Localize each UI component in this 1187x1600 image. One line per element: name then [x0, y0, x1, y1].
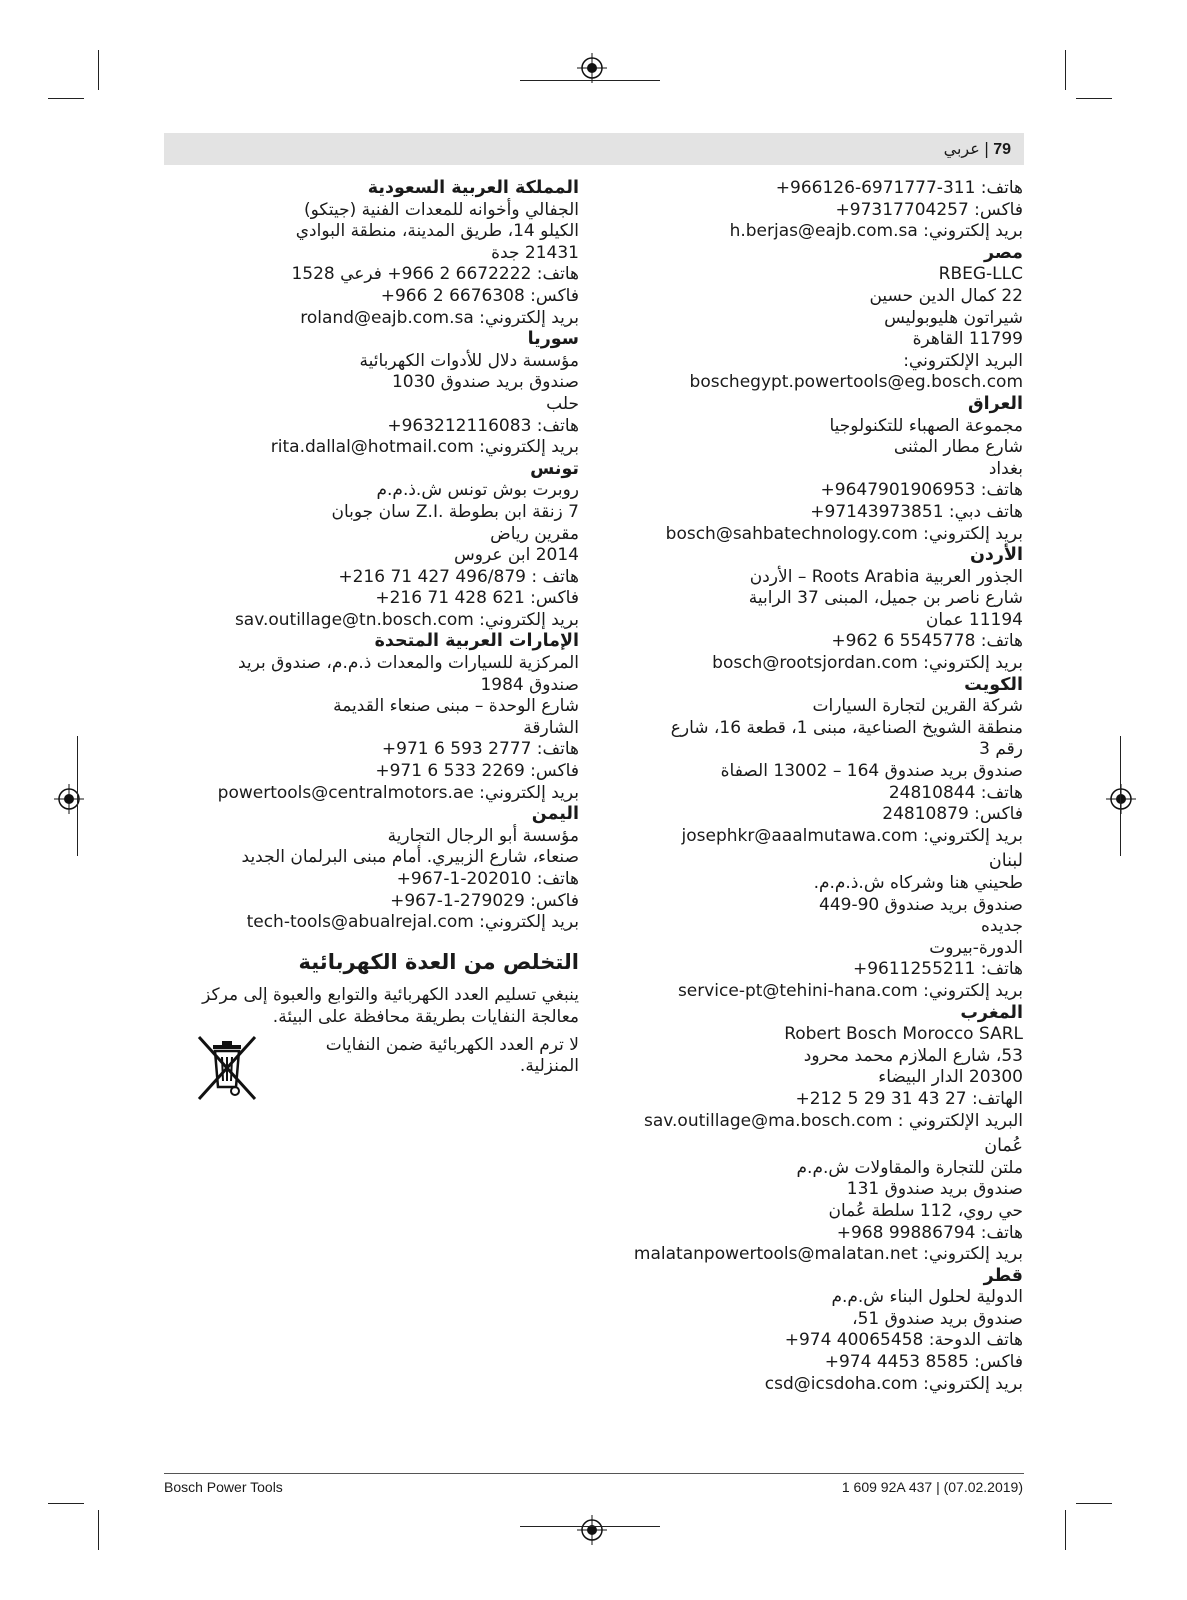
contact-block [159, 329, 579, 459]
crop-mark [1120, 736, 1121, 856]
contact-line: بريد إلكتروني: bosch@sahbatechnology.com [665, 523, 1023, 544]
contact-line: حلب [546, 393, 579, 414]
contact-line: الهاتف: 27 43 31 29 5 212+ [795, 1088, 1023, 1109]
registration-mark-left [54, 784, 84, 814]
contact-line: روبرت بوش تونس ش.ذ.م.م [376, 480, 579, 501]
contact-block [603, 545, 1023, 675]
contact-line: بريد إلكتروني: h.berjas@eajb.com.sa [729, 221, 1023, 242]
contact-line: 2014 ابن عروس [454, 545, 579, 566]
left-column-contacts [159, 178, 579, 934]
crop-mark [98, 50, 99, 90]
contact-line: فاكس: 2269 533 6 971+ [375, 761, 579, 782]
disposal-paragraph: ينبغي تسليم العدد الكهربائية والتوابع والعبوة إلى مركز معالجة النفايات بطريقة محافظة على البيئة. [202, 985, 579, 1027]
right-column [603, 178, 1023, 1395]
contact-line: رقم 3 [979, 739, 1023, 760]
contact-line: صنعاء، شارع الزبيري. أمام مبنى البرلمان الجديد [241, 847, 579, 868]
contact-line: هاتف: 9611255211+ [852, 959, 1023, 980]
contact-line: بريد إلكتروني: csd@icsdoha.com [764, 1373, 1023, 1394]
country-heading: اليمن [531, 804, 579, 825]
contact-line: 11194 عمان [925, 609, 1023, 630]
contact-line: الجذور العربية Roots Arabia – الأردن [749, 566, 1023, 587]
country-heading: الأردن [969, 545, 1023, 566]
contact-line: شارع الوحدة – مبنى صنعاء القديمة [333, 696, 579, 717]
contact-line: جديده [981, 916, 1023, 937]
page-number: 79 [993, 141, 1011, 158]
country-heading: الكويت [964, 674, 1023, 695]
contact-line: هاتف: 2777 593 6 971+ [381, 739, 579, 760]
crop-mark [1076, 1503, 1112, 1504]
crop-mark [48, 1503, 84, 1504]
contact-line: بغداد [988, 458, 1023, 479]
contact-line: مؤسسة دلال للأدوات الكهربائية [359, 350, 579, 371]
contact-line: بريد إلكتروني: service-pt@tehini-hana.com [677, 980, 1023, 1001]
contact-line: 7 زنقة ابن بطوطة .Z.I سان جوبان [331, 501, 579, 522]
crop-mark [77, 736, 78, 856]
crop-mark [98, 1510, 99, 1550]
contact-line: Robert Bosch Morocco SARL [784, 1024, 1023, 1045]
contact-line: صندوق بريد صندوق 90-449 [819, 894, 1023, 915]
footer-rule [164, 1473, 1024, 1474]
contact-line: 22 كمال الدين حسين [869, 285, 1023, 306]
contact-block [159, 178, 579, 329]
country-heading: مصر [984, 242, 1023, 263]
contact-block [603, 1136, 1023, 1266]
country-heading: العراق [968, 393, 1023, 414]
contact-line: الكيلو 14، طريق المدينة، منطقة البوادي [295, 221, 579, 242]
contact-line: هاتف : 496/879 427 71 216+ [338, 566, 579, 587]
contact-line: طحيني هنا وشركاه ش.ذ.م.م. [813, 873, 1023, 893]
header-separator: | [983, 139, 990, 158]
country-heading: لبنان [988, 851, 1023, 872]
contact-block [603, 851, 1023, 1002]
country-heading: تونس [530, 458, 579, 479]
contact-line: الدورة-بيروت [929, 937, 1023, 958]
contact-line: منطقة الشويخ الصناعية، مبنى 1، قطعة 16، شارع [670, 717, 1023, 738]
contact-line: 53، شارع الملازم محمد محرود [803, 1045, 1023, 1066]
disposal-title: التخلص من العدة الكهربائية [298, 949, 579, 974]
contact-line: مقرين رياض [490, 523, 579, 544]
contact-line: شارع مطار المثنى [893, 437, 1023, 458]
header-band [164, 133, 1024, 165]
registration-mark-bottom [577, 1515, 607, 1545]
contact-line: الشارقة [523, 717, 579, 738]
contact-block [159, 631, 579, 804]
contact-line: بريد إلكتروني: josephkr@aaalmutawa.com [681, 825, 1023, 846]
country-heading: المغرب [960, 1002, 1023, 1023]
contact-line: هاتف: 311-6971777-966126+ [775, 178, 1023, 198]
contact-block [603, 394, 1023, 545]
contact-line: بريد إلكتروني: rita.dallal@hotmail.com [270, 437, 579, 458]
contact-line: صندوق بريد صندوق 131 [846, 1179, 1023, 1200]
crossed-out-wheelie-bin-icon [197, 1035, 257, 1101]
crop-mark [520, 80, 660, 81]
contact-line: الجفالي وأخوانه للمعدات الفنية (جيتكو) [304, 199, 579, 220]
country-heading: الإمارات العربية المتحدة [374, 631, 579, 652]
crop-mark [48, 98, 84, 99]
contact-block [159, 804, 579, 934]
contact-block [603, 1266, 1023, 1396]
country-heading: قطر [983, 1265, 1023, 1286]
disposal-warning: لا ترم العدد الكهربائية ضمن النفايات المنزلية. [325, 1034, 579, 1077]
contact-line: هاتف الدوحة: 40065458 974+ [784, 1330, 1023, 1351]
contact-line: صندوق بريد صندوق 51، [852, 1308, 1023, 1329]
contact-line: صندوق 1984 [480, 674, 579, 695]
left-column [159, 178, 579, 1101]
contact-line: هاتف: 6672222 2 966+ فرعي 1528 [291, 264, 579, 285]
contact-block [603, 675, 1023, 848]
crop-mark [1076, 98, 1112, 99]
contact-line: مؤسسة أبو الرجال التجارية [387, 825, 579, 846]
contact-line: RBEG-LLC [938, 264, 1023, 285]
footer-doc-id: 1 609 92A 437 | (07.02.2019) [841, 1479, 1023, 1495]
contact-line: هاتف: 5545778 6 962+ [831, 631, 1023, 652]
page-header [944, 139, 1011, 159]
contact-line: فاكس: 24810879 [882, 804, 1023, 825]
contact-line: بريد إلكتروني: bosch@rootsjordan.com [712, 653, 1023, 674]
contact-line: هاتف: 9647901906953+ [820, 480, 1023, 501]
contact-line: البريد الإلكتروني: [903, 350, 1023, 371]
contact-line: 11799 القاهرة [912, 329, 1023, 350]
contact-line: فاكس: 97317704257+ [835, 199, 1023, 220]
contact-line: شارع ناصر بن جميل، المبنى 37 الرابية [748, 588, 1023, 609]
country-heading: عُمان [984, 1136, 1023, 1157]
disposal-warning-row [159, 1035, 579, 1101]
contact-line: ملتن للتجارة والمقاولات ش.م.م [796, 1157, 1023, 1178]
contact-line: 20300 الدار البيضاء [878, 1067, 1023, 1088]
country-heading: سوريا [527, 329, 579, 350]
contact-block [603, 178, 1023, 243]
contact-block [159, 459, 579, 632]
contact-line: شيراتون هليوبوليس [884, 307, 1023, 328]
contact-line: boschegypt.powertools@eg.bosch.com [689, 372, 1023, 393]
contact-line: فاكس: 6676308 2 966+ [380, 285, 579, 306]
contact-block [603, 243, 1023, 394]
header-language: عربي [943, 139, 980, 158]
crop-mark [1065, 50, 1066, 90]
crop-mark [1065, 1510, 1066, 1550]
contact-line: صندوق بريد صندوق 1030 [391, 372, 579, 393]
contact-line: بريد إلكتروني: sav.outillage@tn.bosch.com [234, 609, 579, 630]
crop-mark [520, 1526, 660, 1527]
contact-line: بريد إلكتروني: malatanpowertools@malatan.net [633, 1244, 1023, 1265]
contact-line: هاتف: 99886794 968+ [836, 1222, 1023, 1243]
registration-mark-right [1106, 784, 1136, 814]
contact-line: بريد إلكتروني: powertools@centralmotors.ae [217, 782, 579, 803]
contact-line: شركة القرين لتجارة السيارات [812, 696, 1023, 717]
contact-block [603, 1003, 1023, 1133]
contact-line: مجموعة الصهباء للتكنولوجيا [829, 415, 1023, 436]
contact-line: هاتف: 202010-1-967+ [396, 869, 579, 889]
contact-line: الدولية لحلول البناء ش.م.م [831, 1287, 1023, 1308]
contact-line: هاتف: 24810844 [888, 782, 1023, 803]
footer-brand: Bosch Power Tools [164, 1479, 283, 1495]
registration-mark-top [577, 53, 607, 83]
contact-line: بريد إلكتروني: tech-tools@abualrejal.com [246, 912, 579, 933]
contact-line: هاتف دبي: 97143973851+ [810, 501, 1023, 522]
contact-line: المركزية للسيارات والمعدات ذ.م.م، صندوق بريد [237, 653, 579, 674]
contact-line: البريد الإلكتروني : sav.outillage@ma.bosch.com [644, 1110, 1023, 1131]
country-heading: المملكة العربية السعودية [367, 178, 579, 198]
contact-line: هاتف: 963212116083+ [387, 415, 579, 436]
contact-line: حي روي، 112 سلطة عُمان [828, 1200, 1023, 1221]
contact-line: فاكس: 279029-1-967+ [390, 890, 579, 911]
contact-line: صندوق بريد صندوق 164 – 13002 الصفاة [720, 761, 1023, 782]
contact-line: 21431 جدة [491, 242, 579, 263]
contact-line: فاكس: 621 428 71 216+ [375, 588, 579, 609]
contact-line: بريد إلكتروني: roland@eajb.com.sa [300, 307, 579, 328]
contact-line: فاكس: 8585 4453 974+ [824, 1352, 1023, 1373]
